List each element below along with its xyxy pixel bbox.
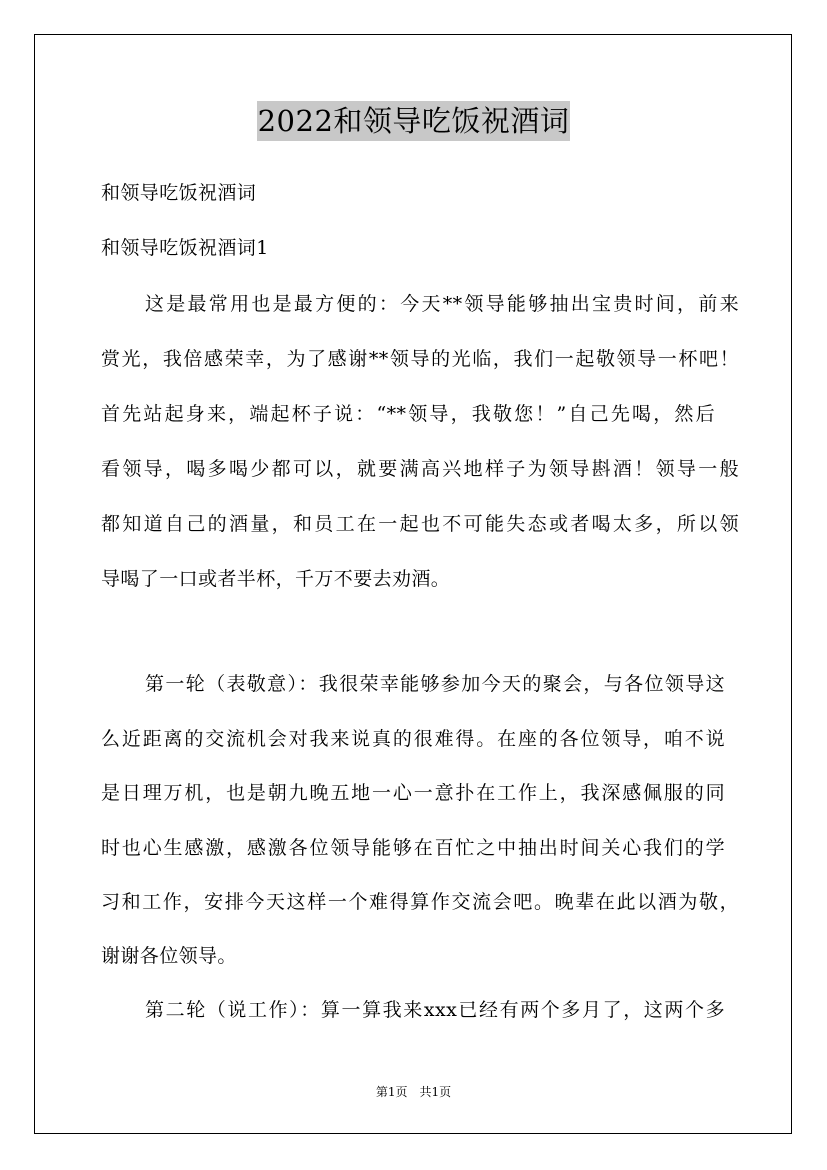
- page-footer: 第1页 共1页: [375, 1085, 452, 1099]
- paragraph-2-line-5: 习和工作，安排今天这样一个难得算作交流会吧。晚辈在此以酒为敬，: [101, 891, 739, 913]
- document-title: 2022和领导吃饭祝酒词: [257, 101, 571, 141]
- paragraph-3-line-1: 第二轮（说工作）：算一算我来xxx已经有两个多月了，这两个多: [145, 999, 725, 1021]
- paragraph-1-line-3: 首先站起身来，端起杯子说：“**领导，我敬您！”自己先喝，然后: [101, 403, 715, 425]
- document-heading: 和领导吃饭祝酒词: [101, 182, 257, 204]
- paragraph-1-line-5: 都知道自己的酒量，和员工在一起也不可能失态或者喝太多，所以领: [101, 513, 739, 535]
- paragraph-2-line-2: 么近距离的交流机会对我来说真的很难得。在座的各位领导，咱不说: [101, 728, 725, 750]
- paragraph-1-line-1: 这是最常用也是最方便的：今天**领导能够抽出宝贵时间，前来: [145, 293, 739, 315]
- paragraph-1-line-2: 赏光，我倍感荣幸，为了感谢**领导的光临，我们一起敬领导一杯吧！: [101, 348, 739, 370]
- paragraph-2-line-1: 第一轮（表敬意）：我很荣幸能够参加今天的聚会，与各位领导这: [145, 673, 725, 695]
- title-container: [0, 101, 827, 141]
- paragraph-1-line-6: 导喝了一口或者半杯，千万不要去劝酒。: [101, 568, 451, 590]
- document-subheading: 和领导吃饭祝酒词1: [101, 237, 269, 259]
- paragraph-1-line-4: 看领导，喝多喝少都可以，就要满高兴地样子为领导斟酒！领导一般: [101, 458, 739, 480]
- paragraph-2-line-6: 谢谢各位领导。: [101, 945, 237, 967]
- paragraph-2-line-3: 是日理万机，也是朝九晚五地一心一意扑在工作上，我深感佩服的同: [101, 782, 725, 804]
- paragraph-2-line-4: 时也心生感激，感激各位领导能够在百忙之中抽出时间关心我们的学: [101, 837, 725, 859]
